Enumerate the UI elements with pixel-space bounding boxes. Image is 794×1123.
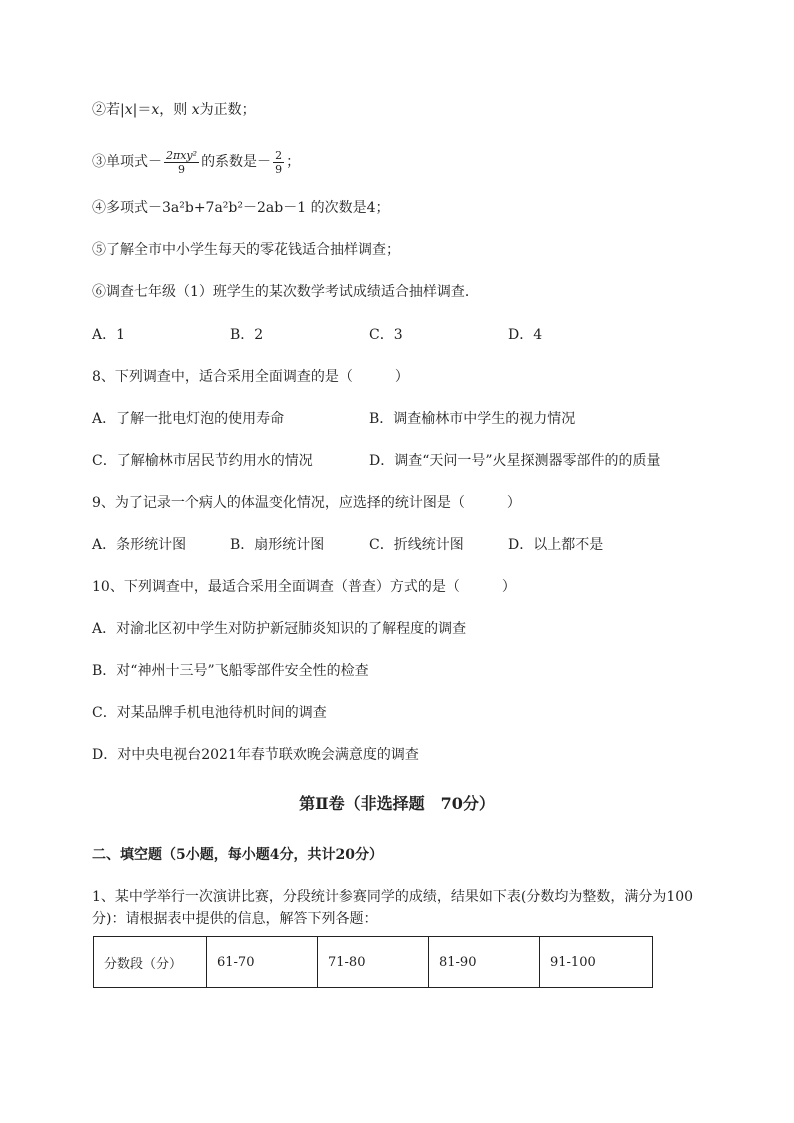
option-c[interactable]: C．3 xyxy=(369,327,403,343)
statement-3-suffix: ； xyxy=(286,154,301,170)
q9-stem: 9、为了记录一个病人的体温变化情况，应选择的统计图是（ ） xyxy=(92,495,521,511)
fraction-numerator: 2 xyxy=(275,148,283,162)
statement-3 xyxy=(92,145,300,179)
statement-2-suffix: 为正数； xyxy=(199,102,256,118)
fraction-denominator: 9 xyxy=(178,162,186,176)
option-c[interactable]: C．对某品牌手机电池待机时间的调查 xyxy=(92,705,327,721)
statement-4: ④多项式－3a²b+7a²b²－2ab－1 的次数是4； xyxy=(92,200,390,216)
var-x: x xyxy=(124,102,133,118)
option-a[interactable]: A．了解一批电灯泡的使用寿命 xyxy=(92,411,285,427)
option-a[interactable]: A．1 xyxy=(92,327,126,343)
statement-3-prefix: ③单项式－ xyxy=(92,154,162,170)
table-cell: 71-80 xyxy=(318,937,429,988)
statement-5: ⑤了解全市中小学生每天的零花钱适合抽样调查； xyxy=(92,242,400,258)
option-d[interactable]: D．以上都不是 xyxy=(508,537,604,553)
option-c[interactable]: C．了解榆林市居民节约用水的情况 xyxy=(92,453,313,469)
var-x: x xyxy=(191,102,200,118)
section-title: 第Ⅱ卷（非选择题 70分） xyxy=(299,794,495,813)
part-title: 二、填空题（5小题，每小题4分，共计20分） xyxy=(92,847,383,863)
option-d[interactable]: D．调查“天问一号”火星探测器零部件的的质量 xyxy=(369,453,661,469)
option-d[interactable]: D．对中央电视台2021年春节联欢晚会满意度的调查 xyxy=(92,747,419,763)
var-x: x xyxy=(151,102,160,118)
table-row xyxy=(94,937,653,988)
q10-stem: 10、下列调查中，最适合采用全面调查（普查）方式的是（ ） xyxy=(92,579,516,595)
statement-3-mid: 的系数是－ xyxy=(201,154,272,170)
score-table xyxy=(93,936,653,988)
table-cell: 81-90 xyxy=(429,937,540,988)
q8-stem: 8、下列调查中，适合采用全面调查的是（ ） xyxy=(92,369,409,385)
statement-2 xyxy=(92,100,256,120)
option-d[interactable]: D．4 xyxy=(508,327,543,343)
option-a[interactable]: A．条形统计图 xyxy=(92,537,187,553)
option-b[interactable]: B．2 xyxy=(230,327,264,343)
fraction-monomial xyxy=(164,149,199,176)
option-b[interactable]: B．扇形统计图 xyxy=(230,537,325,553)
table-cell: 91-100 xyxy=(540,937,653,988)
statement-2-mid2: ，则 xyxy=(159,102,192,118)
statement-6: ⑥调查七年级（1）班学生的某次数学考试成绩适合抽样调查． xyxy=(92,284,479,300)
table-cell: 61-70 xyxy=(207,937,318,988)
fraction-numerator: 2πxy² xyxy=(166,148,198,162)
statement-2-prefix: ②若| xyxy=(92,102,125,118)
option-b[interactable]: B．调查榆林市中学生的视力情况 xyxy=(369,411,576,427)
fill-question-1-stem: 1、某中学举行一次演讲比赛，分段统计参赛同学的成绩，结果如下表(分数均为整数，满分为100分)：请根据表中提供的信息，解答下列各题： xyxy=(92,889,694,927)
table-cell: 分数段（分） xyxy=(94,937,207,988)
statement-2-mid: |＝ xyxy=(132,102,152,118)
option-c[interactable]: C．折线统计图 xyxy=(369,537,464,553)
option-a[interactable]: A．对渝北区初中学生对防护新冠肺炎知识的了解程度的调查 xyxy=(92,621,467,637)
option-b[interactable]: B．对“神州十三号”飞船零部件安全性的检查 xyxy=(92,663,369,679)
fraction-coefficient xyxy=(273,149,284,176)
fraction-denominator: 9 xyxy=(275,162,283,176)
